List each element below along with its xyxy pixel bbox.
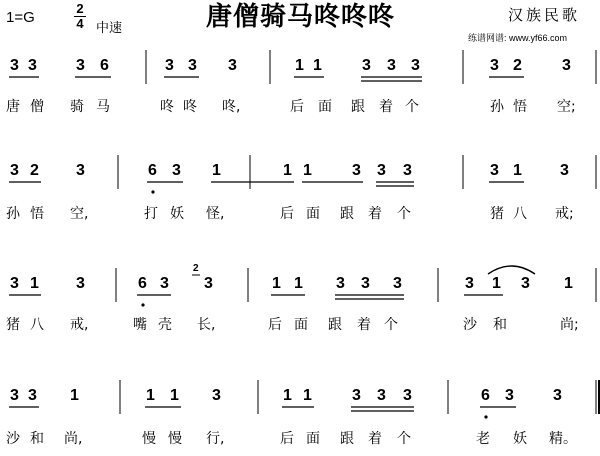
lyric-syllable: 咚 (160, 99, 174, 115)
lyric-syllable: 着 (379, 99, 393, 115)
lyric-syllable: 戒, (70, 317, 89, 333)
note: 3 (465, 275, 474, 292)
lyric-syllable: 唐 (6, 99, 20, 115)
note: 1 (313, 57, 322, 74)
lyric-syllable: 猪 (6, 317, 20, 333)
note: 3 (76, 162, 85, 179)
note: 3 (10, 387, 19, 404)
tempo-marking: 中速 (96, 21, 123, 36)
lyric-syllable: 戒; (555, 206, 574, 222)
lyric-syllable: 个 (405, 99, 419, 115)
note: 3 (361, 275, 370, 292)
note: 2 (30, 162, 39, 179)
note: 3 (204, 275, 213, 292)
note: 2 (513, 57, 522, 74)
lyric-syllable: 着 (368, 431, 382, 447)
grace-note: 2 (193, 263, 199, 274)
note: 1 (294, 275, 303, 292)
note: 3 (10, 57, 19, 74)
lyric-syllable: 跟 (340, 431, 354, 447)
lyric-syllable: 着 (368, 206, 382, 222)
note: 3 (362, 57, 371, 74)
lyric-syllable: 面 (306, 206, 320, 222)
note: 3 (28, 387, 37, 404)
lyric-syllable: 壳 (158, 317, 172, 333)
note: 1 (170, 387, 179, 404)
note: 3 (28, 57, 37, 74)
lyric-syllable: 猪 (490, 206, 504, 222)
note: 6 (100, 57, 109, 74)
lyric-syllable: 后 (290, 99, 304, 115)
note: 3 (76, 275, 85, 292)
note: 3 (560, 162, 569, 179)
key-signature: 1=G (6, 9, 35, 26)
lower-octave-dot (151, 190, 154, 193)
lyric-syllable: 个 (397, 431, 411, 447)
note: 3 (160, 275, 169, 292)
note: 3 (387, 57, 396, 74)
lyric-syllable: 妖 (170, 206, 184, 222)
note: 3 (10, 162, 19, 179)
lyric-syllable: 悟 (513, 99, 527, 115)
lyric-syllable: 面 (318, 99, 332, 115)
song-title: 唐僧骑马咚咚咚 (206, 2, 396, 32)
note: 1 (564, 275, 573, 292)
meter-top: 2 (76, 1, 84, 16)
lyric-syllable: 后 (280, 206, 294, 222)
note: 3 (403, 162, 412, 179)
note: 3 (336, 275, 345, 292)
song-origin: 汉族民歌 (508, 6, 581, 24)
lyric-syllable: 后 (268, 317, 282, 333)
lyric-syllable: 慢 (168, 431, 182, 447)
note: 3 (377, 387, 386, 404)
note: 1 (283, 387, 292, 404)
note: 1 (146, 387, 155, 404)
note: 3 (188, 57, 197, 74)
lyric-syllable: 和 (30, 431, 44, 447)
lyric-syllable: 长, (197, 317, 216, 333)
note: 3 (172, 162, 181, 179)
lyric-syllable: 僧 (30, 99, 44, 115)
note: 1 (303, 162, 312, 179)
note: 3 (505, 387, 514, 404)
note: 3 (212, 387, 221, 404)
note: 6 (148, 162, 157, 179)
lyric-syllable: 面 (294, 317, 308, 333)
note: 1 (283, 162, 292, 179)
lyric-syllable: 妖 (513, 431, 527, 447)
note: 3 (411, 57, 420, 74)
note: 6 (138, 275, 147, 292)
slur (488, 266, 535, 274)
lyric-syllable: 沙 (463, 317, 477, 333)
lyric-syllable: 面 (306, 431, 320, 447)
note: 3 (76, 57, 85, 74)
note: 1 (295, 57, 304, 74)
lyric-syllable: 慢 (142, 431, 156, 447)
site-credit: 练谱网谱: www.yf66.com (468, 33, 568, 43)
lyric-syllable: 怪, (206, 206, 225, 222)
lyric-syllable: 后 (280, 431, 294, 447)
note: 3 (521, 275, 530, 292)
lyric-syllable: 骑 (70, 99, 84, 115)
lower-octave-dot (141, 303, 144, 306)
meter-bottom: 4 (76, 16, 84, 31)
lyric-syllable: 尚, (64, 431, 83, 447)
note: 1 (272, 275, 281, 292)
note: 3 (490, 57, 499, 74)
lyric-syllable: 跟 (351, 99, 365, 115)
lyric-syllable: 八 (513, 206, 527, 222)
lyric-syllable: 空; (557, 99, 576, 115)
lyric-syllable: 跟 (340, 206, 354, 222)
lyric-syllable: 空, (70, 206, 89, 222)
note: 3 (553, 387, 562, 404)
lower-octave-dot (484, 415, 487, 418)
lyric-syllable: 跟 (328, 317, 342, 333)
note: 1 (70, 387, 79, 404)
note: 3 (352, 162, 361, 179)
note: 1 (212, 162, 221, 179)
lyric-syllable: 孙 (6, 206, 20, 222)
note: 6 (481, 387, 490, 404)
lyric-syllable: 孙 (490, 99, 504, 115)
lyric-syllable: 悟 (30, 206, 44, 222)
lyric-syllable: 马 (96, 99, 110, 115)
note: 3 (377, 162, 386, 179)
note: 3 (352, 387, 361, 404)
lyric-syllable: 嘴 (133, 317, 147, 333)
lyric-syllable: 精。 (549, 431, 577, 447)
lyric-syllable: 沙 (6, 431, 20, 447)
lyric-syllable: 咚 (183, 99, 197, 115)
note: 3 (490, 162, 499, 179)
note: 1 (303, 387, 312, 404)
lyric-syllable: 老 (476, 431, 490, 447)
note: 3 (228, 57, 237, 74)
note: 3 (393, 275, 402, 292)
lyric-syllable: 尚; (560, 317, 579, 333)
lyric-syllable: 咚, (222, 99, 241, 115)
lyric-syllable: 打 (144, 206, 158, 222)
note: 1 (513, 162, 522, 179)
lyric-syllable: 着 (357, 317, 371, 333)
note: 1 (30, 275, 39, 292)
lyric-syllable: 个 (384, 317, 398, 333)
note: 3 (10, 275, 19, 292)
lyric-syllable: 和 (493, 317, 507, 333)
note: 3 (403, 387, 412, 404)
note: 1 (492, 275, 501, 292)
lyric-syllable: 八 (30, 317, 44, 333)
note: 3 (165, 57, 174, 74)
lyric-syllable: 行, (206, 431, 225, 447)
note: 3 (562, 57, 571, 74)
lyric-syllable: 个 (397, 206, 411, 222)
